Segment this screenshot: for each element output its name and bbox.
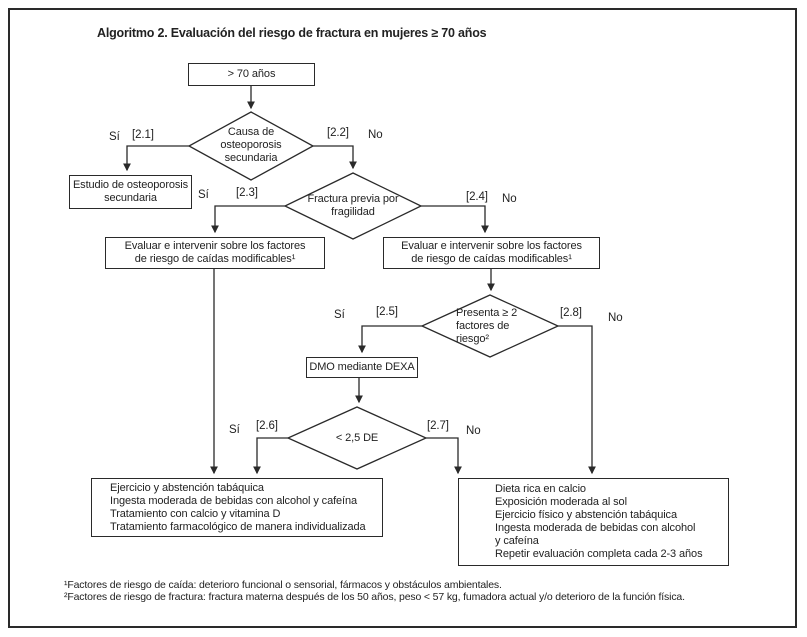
edge-riskfactors-no-to-recommendations	[558, 326, 592, 473]
edge-threshold-no-to-recommendations	[426, 438, 458, 473]
recommendation-line: Ejercicio físico y abstención tabáquica	[495, 509, 677, 521]
node-evaluate-left-line1: Evaluar e intervenir sobre los factores	[124, 240, 306, 252]
node-evaluate-right-line1: Evaluar e intervenir sobre los factores	[401, 240, 582, 252]
branch-2-4-ref: [2.4]	[466, 191, 488, 203]
node-dmo-label: DMO mediante DEXA	[309, 361, 415, 373]
footnotes	[64, 579, 685, 603]
node-dmo	[306, 357, 418, 378]
recommendation-line: y cafeína	[495, 535, 539, 547]
recommendation-line: Ingesta moderada de bebidas con alcohol	[495, 522, 696, 534]
decision-previous-fracture-line1: Fractura previa por	[307, 193, 399, 205]
branch-2-8-answer: No	[608, 312, 623, 324]
branch-2-3-ref: [2.3]	[236, 187, 258, 199]
node-start-label: > 70 años	[227, 68, 276, 80]
node-evaluate-right-line2: de riesgo de caídas modificables¹	[411, 253, 572, 265]
recommendation-line: Exposición moderada al sol	[495, 496, 627, 508]
decision-dexa-threshold-line: < 2,5 DE	[335, 432, 379, 444]
treatment-line: Ingesta moderada de bebidas con alcohol y cafeína	[110, 494, 358, 507]
node-evaluate-left	[105, 237, 325, 269]
page-title: Algoritmo 2. Evaluación del riesgo de fractura en mujeres ≥ 70 años	[97, 26, 487, 40]
branch-2-2-ref: [2.2]	[327, 127, 349, 139]
decision-risk-factors-label	[456, 307, 551, 346]
recommendation-line: Repetir evaluación completa cada 2-3 años	[495, 548, 703, 560]
edge-cause-yes-to-study	[127, 146, 189, 170]
edge-threshold-yes-to-treatment	[257, 438, 288, 473]
branch-2-6-answer: Sí	[229, 424, 240, 436]
edge-fracture-no-to-evaluate-right	[421, 206, 485, 232]
branch-2-5-ref: [2.5]	[376, 306, 398, 318]
branch-2-4-answer: No	[502, 193, 517, 205]
decision-dexa-threshold-label	[288, 432, 426, 445]
treatment-line: Ejercicio y abstención tabáquica	[110, 481, 264, 494]
treatment-line: Tratamiento farmacológico de manera individualizada	[110, 520, 366, 533]
footnote-2: ²Factores de riesgo de fractura: fractura materna después de los 50 años, peso < 57 kg, fumadora actual y/o deterioro de la función física.	[64, 591, 685, 603]
edge-riskfactors-yes-to-dmo	[362, 326, 422, 352]
decision-secondary-cause-line2: osteoporosis	[220, 139, 282, 151]
branch-2-1-ref: [2.1]	[132, 129, 154, 141]
node-secondary-study-line2: secundaria	[104, 192, 157, 204]
decision-secondary-cause-line3: secundaria	[224, 152, 278, 164]
treatment-line: Tratamiento con calcio y vitamina D	[110, 507, 281, 520]
branch-2-7-answer: No	[466, 425, 481, 437]
recommendation-line: Dieta rica en calcio	[495, 483, 586, 495]
branch-2-8-ref: [2.8]	[560, 307, 582, 319]
node-start	[188, 63, 315, 86]
node-treatment	[91, 478, 383, 537]
branch-2-7-ref: [2.7]	[427, 420, 449, 432]
edge-cause-no-to-fracture	[313, 146, 353, 168]
decision-risk-factors-line3: riesgo²	[456, 333, 489, 345]
decision-secondary-cause-label	[189, 126, 313, 165]
node-recommendations	[458, 478, 729, 566]
footnote-1: ¹Factores de riesgo de caída: deterioro funcional o sensorial, fármacos y obstáculos ambientales.	[64, 579, 502, 591]
branch-2-3-answer: Sí	[198, 189, 209, 201]
branch-2-5-answer: Sí	[334, 309, 345, 321]
branch-2-1-answer: Sí	[109, 131, 120, 143]
branch-2-6-ref: [2.6]	[256, 420, 278, 432]
node-evaluate-right	[383, 237, 600, 269]
node-evaluate-left-line2: de riesgo de caídas modificables¹	[134, 253, 296, 265]
branch-2-2-answer: No	[368, 129, 383, 141]
decision-risk-factors-line1: Presenta ≥ 2	[456, 307, 518, 319]
node-secondary-study-line1: Estudio de osteoporosis	[72, 179, 189, 191]
edge-fracture-yes-to-evaluate-left	[215, 206, 285, 232]
decision-previous-fracture-label	[285, 193, 421, 219]
decision-secondary-cause-line1: Causa de	[227, 126, 275, 138]
decision-previous-fracture-line2: fragilidad	[331, 206, 375, 218]
node-secondary-study	[69, 175, 192, 209]
decision-risk-factors-line2: factores de	[456, 320, 510, 332]
